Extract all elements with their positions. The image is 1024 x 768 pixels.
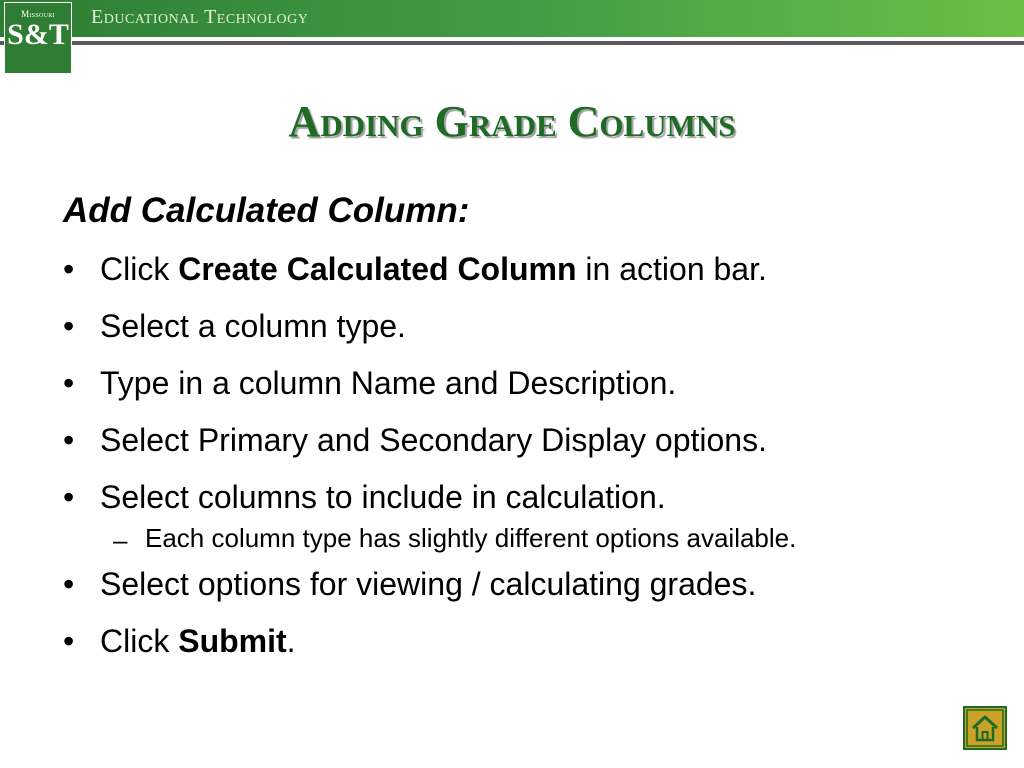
bullet-text: Select Primary and Secondary Display options.	[100, 422, 767, 458]
home-button[interactable]	[963, 706, 1007, 750]
header-bar	[0, 0, 1024, 37]
bullet-emphasis: Submit	[178, 623, 287, 659]
bullet-item	[63, 622, 993, 660]
bullet-marker: •	[63, 623, 75, 659]
bullet-item	[63, 421, 993, 459]
bullet-text: Type in a column Name and Description.	[100, 365, 677, 401]
sub-bullet-text: Each column type has slightly different options available.	[145, 523, 797, 553]
bullet-marker: •	[63, 251, 75, 287]
bullet-text: Click	[100, 251, 179, 287]
slide-content	[63, 186, 993, 679]
bullet-item	[63, 307, 993, 345]
sub-bullet-marker: –	[113, 525, 128, 555]
bullet-text: Select options for viewing / calculating grades.	[100, 566, 757, 602]
bullet-marker: •	[63, 479, 75, 515]
bullet-marker: •	[63, 308, 75, 344]
sub-bullet-item	[113, 519, 993, 555]
bullet-marker: •	[63, 566, 75, 602]
bullet-item	[63, 364, 993, 402]
logo-main-text: S&T	[7, 18, 69, 51]
bullet-item	[63, 565, 993, 603]
section-heading: Add Calculated Column:	[63, 191, 470, 230]
bullet-text: Select columns to include in calculation.	[100, 479, 666, 515]
university-logo	[4, 2, 72, 74]
logo-top-text: Missouri	[21, 9, 55, 19]
bullet-item	[63, 478, 993, 516]
header-title: Educational Technology	[91, 6, 309, 28]
home-icon	[965, 708, 1005, 748]
bullet-text: Select a column type.	[100, 308, 406, 344]
bullet-emphasis: Create Calculated Column	[178, 251, 577, 287]
bullet-marker: •	[63, 422, 75, 458]
bullet-text: Click	[100, 623, 179, 659]
slide-title: Adding Grade Columns	[288, 97, 736, 146]
bullet-text: .	[286, 623, 296, 659]
bullet-marker: •	[63, 365, 75, 401]
bullet-text: in action bar.	[576, 251, 767, 287]
header-divider	[0, 41, 1024, 45]
bullet-list	[63, 250, 993, 660]
bullet-item	[63, 250, 993, 288]
